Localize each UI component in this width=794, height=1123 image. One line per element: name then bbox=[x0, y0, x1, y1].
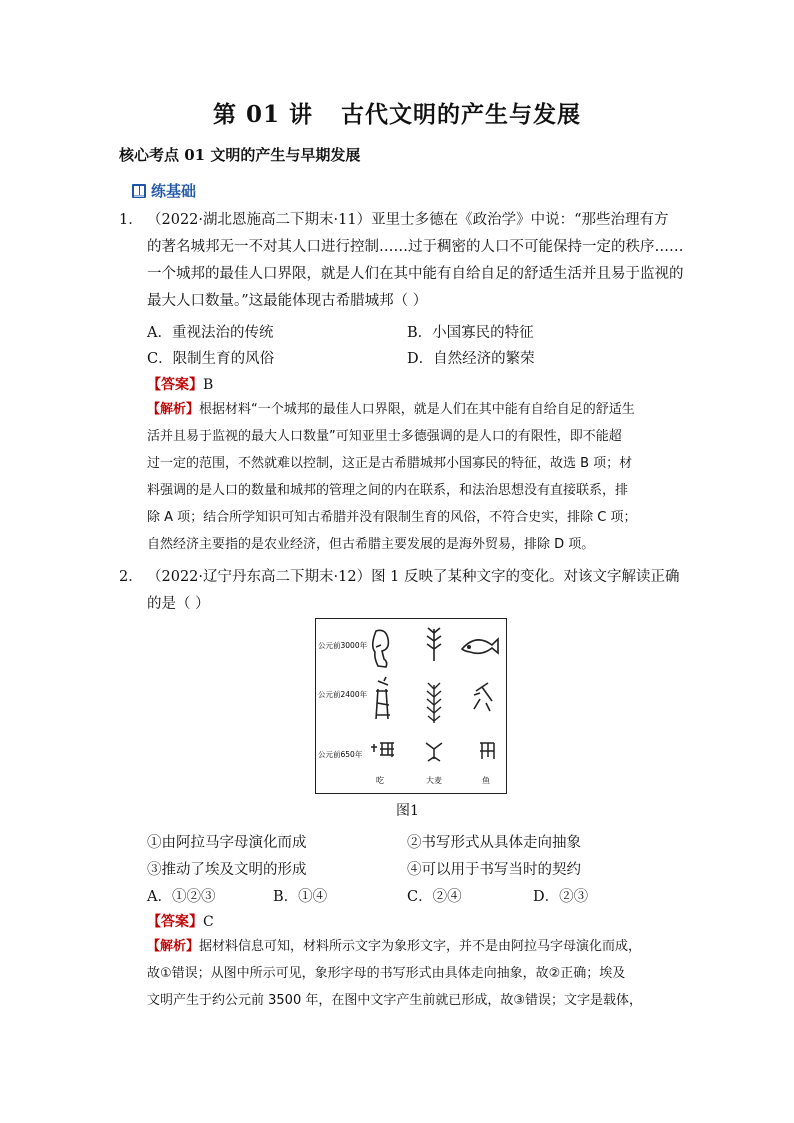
q2-statement-4: ④可以用于书写当时的契约 bbox=[407, 862, 581, 878]
era-label-2400: 公元前2400年 bbox=[318, 690, 368, 699]
script-evolution-figure bbox=[316, 619, 506, 793]
answer-tag: 【答案】 bbox=[147, 377, 203, 393]
fish-cuneiform-650 bbox=[480, 743, 494, 759]
q2-number: 2． bbox=[119, 569, 143, 585]
label-fish: 鱼 bbox=[482, 776, 490, 785]
q1-analysis-line-6: 自然经济主要指的是农业经济，但古希腊主要发展的是海外贸易，排除 D 项。 bbox=[147, 537, 595, 552]
q1-number: 1． bbox=[119, 212, 143, 228]
page-title bbox=[0, 96, 794, 129]
head-bowl-pictograph-3000 bbox=[373, 630, 389, 667]
barley-pictograph-3000 bbox=[427, 628, 441, 661]
basic-practice-heading bbox=[131, 180, 196, 201]
era-label-650: 公元前650年 bbox=[318, 750, 363, 759]
q1-analysis-line-2: 活并且易于监视的最大人口数量”可知亚里士多德强调的是人口的有限性，即不能超 bbox=[147, 429, 622, 444]
barley-cuneiform-650 bbox=[426, 743, 442, 761]
analysis-tag: 【解析】 bbox=[147, 402, 200, 417]
label-eat: 吃 bbox=[376, 776, 384, 785]
q1-analysis-line-5: 除 A 项；结合所学知识可知古希腊并没有限制生育的风俗，不符合史实，排除 C 项； bbox=[147, 510, 637, 525]
q1-line-1: （2022·湖北恩施高二下期末·11）亚里士多德在《政治学》中说：“那些治理有方 bbox=[147, 212, 669, 228]
lecture-title: 古代文明的产生与发展 bbox=[341, 101, 582, 128]
q2-option-b: B．①④ bbox=[273, 889, 328, 905]
eat-cuneiform-2400 bbox=[376, 677, 390, 719]
fish-cuneiform-2400 bbox=[474, 683, 492, 711]
q1-analysis-line-3: 过一定的范围，不然就难以控制，这正是古希腊城邦小国寡民的特征，故选 B 项；材 bbox=[147, 456, 633, 471]
q2-analysis-line-1: 【解析】据材料信息可知，材料所示文字为象形文字，并不是由阿拉马字母演化而成， bbox=[147, 939, 642, 954]
lecture-number: 第 01 讲 bbox=[212, 101, 314, 128]
q1-answer-value: B bbox=[203, 377, 214, 393]
q2-option-c: C．②④ bbox=[407, 889, 462, 905]
book-icon bbox=[131, 183, 147, 199]
era-label-3000: 公元前3000年 bbox=[318, 641, 368, 650]
q2-line-2: 的是（ ） bbox=[147, 596, 210, 612]
q2-option-a: A．①②③ bbox=[147, 889, 216, 905]
analysis-tag: 【解析】 bbox=[147, 939, 200, 954]
q1-analysis bbox=[147, 396, 692, 558]
basic-practice-label: 练基础 bbox=[151, 182, 197, 200]
q1-option-a: A．重视法治的传统 bbox=[147, 325, 274, 341]
figure-caption: 图1 bbox=[396, 803, 419, 819]
q1-line-2: 的著名城邦无一不对其人口进行控制……过于稠密的人口不可能保持一定的秩序…… bbox=[147, 239, 684, 255]
q2-answer bbox=[147, 911, 214, 931]
answer-tag: 【答案】 bbox=[147, 914, 203, 930]
fish-pictograph-3000 bbox=[462, 639, 498, 653]
q2-option-d: D．②③ bbox=[533, 889, 589, 905]
q1-answer bbox=[147, 374, 213, 394]
q2-line-1: （2022·辽宁丹东高二下期末·12）图 1 反映了某种文字的变化。对该文字解读正确 bbox=[147, 569, 680, 585]
q2-statement-1: ①由阿拉马字母演化而成 bbox=[147, 835, 307, 851]
q1-option-d: D．自然经济的繁荣 bbox=[407, 351, 535, 367]
eat-cuneiform-650 bbox=[371, 743, 394, 757]
q2-analysis-line-3: 文明产生于约公元前 3500 年，在图中文字产生前就已形成，故③错误；文字是载体， bbox=[147, 993, 643, 1008]
q1-line-3: 一个城邦的最佳人口界限，就是人们在其中能有自给自足的舒适生活并且易于监视的 bbox=[147, 266, 684, 282]
q1-option-b: B．小国寡民的特征 bbox=[407, 325, 534, 341]
barley-cuneiform-2400 bbox=[427, 683, 441, 723]
q1-analysis-line-1: 【解析】根据材料“一个城邦的最佳人口界限，就是人们在其中能有自给自足的舒适生 bbox=[147, 402, 635, 417]
q2-answer-value: C bbox=[203, 914, 214, 930]
label-barley: 大麦 bbox=[426, 776, 442, 785]
q2-analysis-line-2: 故①错误；从图中所示可见，象形字母的书写形式由具体走向抽象，故②正确；埃及 bbox=[147, 966, 626, 981]
section-heading: 核心考点 01 文明的产生与早期发展 bbox=[119, 146, 361, 164]
q1-option-c: C．限制生育的风俗 bbox=[147, 351, 275, 367]
q2-statement-2: ②书写形式从具体走向抽象 bbox=[407, 835, 581, 851]
q2-analysis bbox=[147, 933, 692, 1014]
q2-statement-3: ③推动了埃及文明的形成 bbox=[147, 862, 307, 878]
q1-line-4: 最大人口数量。”这最能体现古希腊城邦（ ） bbox=[147, 293, 428, 309]
figure-1 bbox=[315, 618, 507, 794]
q1-analysis-line-4: 料强调的是人口的数量和城邦的管理之间的内在联系，和法治思想没有直接联系，排 bbox=[147, 483, 629, 498]
